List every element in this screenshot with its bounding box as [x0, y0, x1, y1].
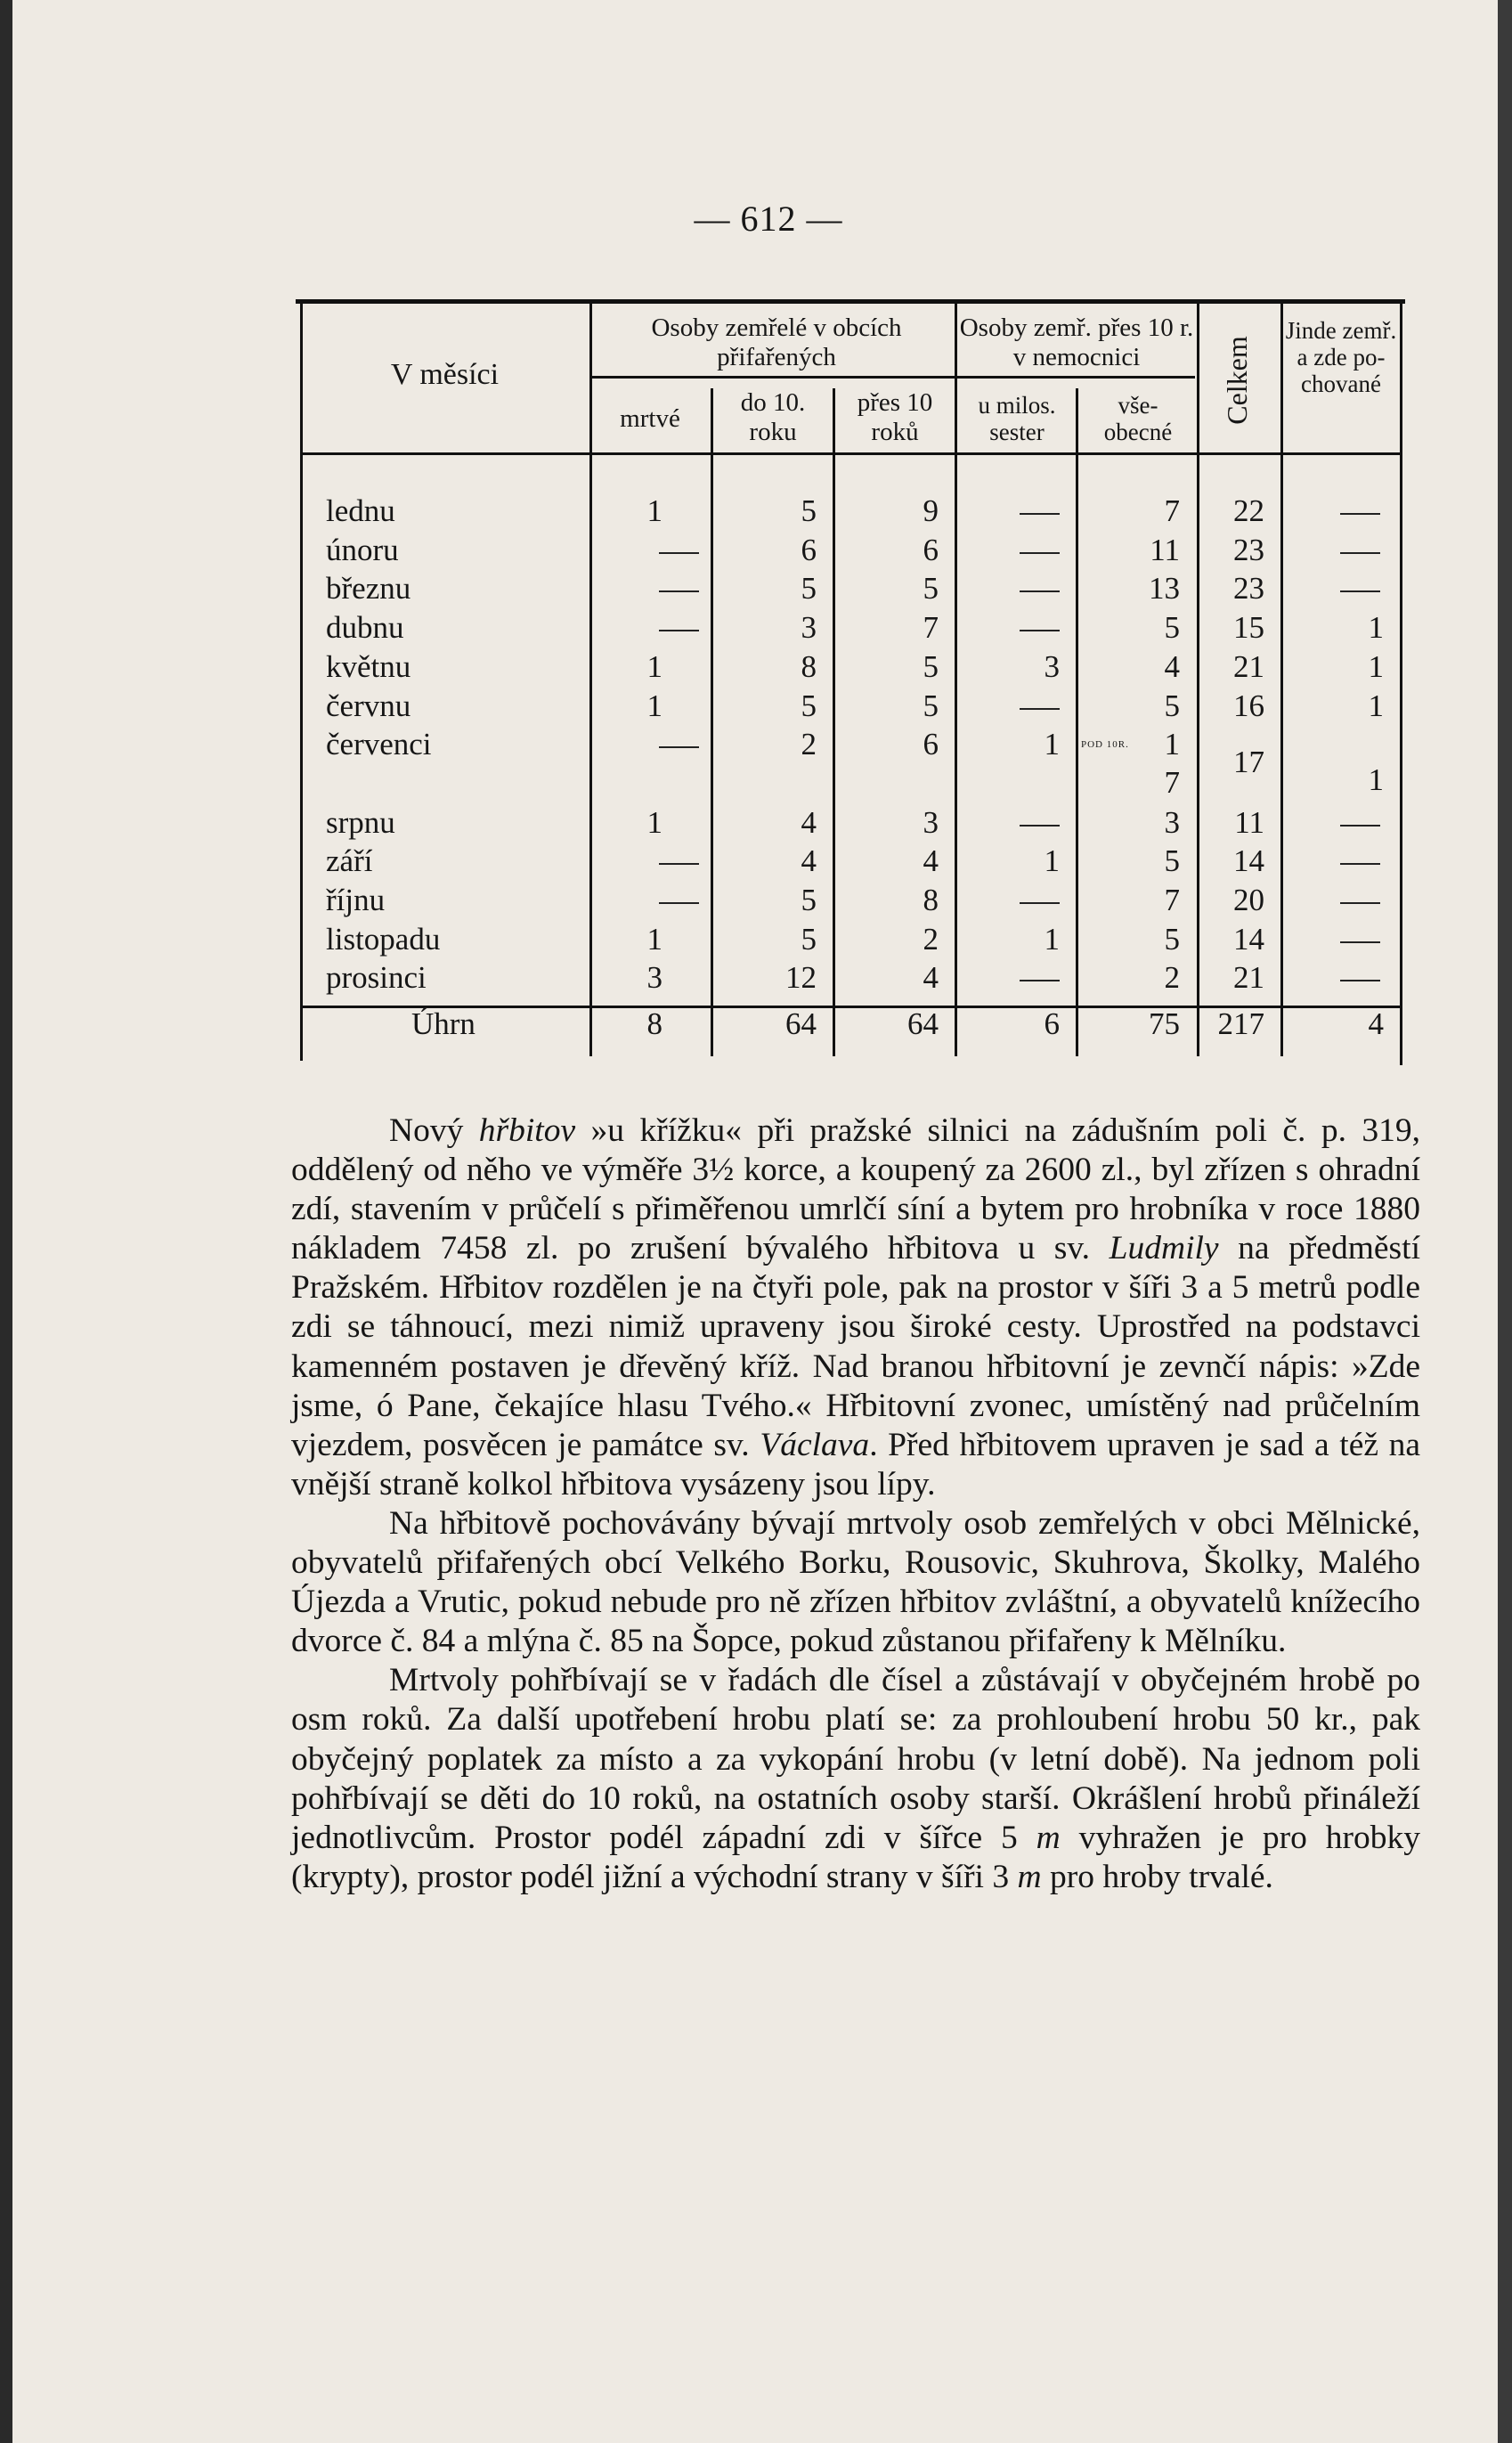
empty-cell-dash	[1340, 863, 1380, 865]
empty-cell-dash	[659, 552, 699, 554]
cell-mrtve: 8	[646, 1006, 663, 1041]
cell-pres10: 4	[923, 960, 939, 996]
burial-statistics-table	[296, 299, 1405, 1074]
cell-mrtve: 3	[646, 960, 663, 996]
header-dead: mrtvé	[620, 404, 680, 433]
table-top-rule	[296, 299, 1405, 304]
empty-cell-dash	[1020, 708, 1060, 710]
cell-pres10: 5	[923, 648, 939, 684]
header-month: V měsíci	[390, 358, 500, 391]
cell-do10: 64	[785, 1006, 817, 1041]
cell-do10: 5	[801, 493, 817, 528]
header-elsewhere: Jinde zemř. a zde po- chované	[1285, 317, 1397, 397]
header-sisters: u milos. sester	[978, 392, 1056, 445]
cell-mrtve: 1	[646, 648, 663, 684]
row-month: lednu	[326, 493, 395, 528]
empty-cell-dash	[1340, 902, 1380, 904]
header-group-parish: Osoby zemřelé v obcích přifařených	[651, 314, 902, 371]
cell-jinde: 1	[1368, 688, 1384, 723]
text-run: Nový	[389, 1112, 479, 1149]
paragraph-burials: Na hřbitově pochovávány bývají mrtvoly osob zemřelých v obci Mělnické, obyvatelů přifařených obcí Velkého Borku, Rousovic, Skuhrova, Školky, Malého Újezda a Vrutic, pokud nebude pro ně zřízen hřbitov zvláštní, a obyvatelů knížecího dvorce č. 84 a mlýna č. 85 na Šopce, pokud zůstanou přifařeny k Mělníku.	[291, 1504, 1420, 1660]
cell-vseobecne: 11	[1150, 532, 1180, 567]
empty-cell-dash	[1340, 980, 1380, 981]
text-run: . Před hřbitovem upraven je sad a též na vnější straně kolkol hřbitova vysázeny jsou lípy.	[291, 1426, 1421, 1502]
row-month: červnu	[326, 688, 411, 723]
cell-do10: 3	[801, 610, 817, 646]
cell-jinde: 1	[1368, 610, 1384, 646]
empty-cell-dash	[1020, 825, 1060, 827]
header-subrule	[589, 376, 1195, 379]
page-number: — 612 —	[694, 199, 843, 239]
cell-vseobecne: 7	[1164, 493, 1180, 528]
cell-do10: 6	[801, 532, 817, 567]
text-emphasis: m	[1036, 1819, 1061, 1856]
cell-pres10: 3	[923, 804, 939, 840]
cell-sestry: 6	[1044, 1006, 1060, 1041]
empty-cell-dash	[1020, 513, 1060, 515]
text-emphasis: Václava	[760, 1426, 870, 1463]
empty-cell-dash	[1340, 590, 1380, 592]
cell-pres10: 9	[923, 493, 939, 528]
empty-cell-dash	[1340, 552, 1380, 554]
cell-celkem: 23	[1233, 532, 1264, 567]
cell-celkem: 21	[1233, 648, 1264, 684]
paragraph-cemetery	[291, 1112, 1420, 1504]
cell-sestry: 1	[1044, 921, 1060, 957]
empty-cell-dash	[659, 590, 699, 592]
row-month: dubnu	[326, 610, 404, 646]
empty-cell-dash	[1020, 902, 1060, 904]
cell-celkem: 17	[1233, 745, 1264, 780]
footnote-under-10: POD 10R.	[1081, 739, 1129, 751]
text-run: vyhražen je pro hrobky (krypty), prostor podél jižní a východní strany v šíři 3	[291, 1819, 1420, 1895]
cell-jinde: 1	[1368, 648, 1384, 684]
cell-vseobecne: 5	[1164, 921, 1180, 957]
cell-celkem: 16	[1233, 688, 1264, 723]
text-run: na předměstí Pražském. Hřbitov rozdělen je na čtyři pole, pak na prostor v šíři 3 a 5 metrů podle zdi se táhnoucí, mezi nimiž upraveny jsou široké cesty. Uprostřed na podstavci kamenném postaven je dřevěný kříž. Nad branou hřbitovní je zevnčí nápis: »Zde jsme, ó Pane, čekajíce hlasu Tvého.« Hřbitovní zvonec, umístěný nad průčelním vjezdem, posvěcen je památce sv.	[291, 1230, 1420, 1463]
cell-vseobecne: 1	[1164, 727, 1180, 762]
cell-sestry: 3	[1044, 648, 1060, 684]
row-month: prosinci	[326, 960, 427, 996]
cell-mrtve: 1	[646, 493, 663, 528]
cell-pres10: 4	[923, 843, 939, 879]
cell-vseobecne-second: 7	[1164, 765, 1180, 801]
body-text	[291, 1112, 1420, 1897]
header-group-hospital: Osoby zemř. přes 10 r. v nemocnici	[959, 314, 1194, 371]
cell-sestry: 1	[1044, 843, 1060, 879]
empty-cell-dash	[659, 902, 699, 904]
empty-cell-dash	[1340, 941, 1380, 943]
cell-celkem: 22	[1233, 493, 1264, 528]
row-month: listopadu	[326, 921, 441, 957]
text-run: Mrtvoly pohřbívají se v řadách dle čísel a zůstávají v obyčejném hrobě po osm roků. Za další upotřebení hrobu platí se: za prohloubení hrobu 50 kr., pak obyčejný poplatek za místo a za vykopání hrobu (v letní době). Na jednom poli pohřbívají se děti do 10 roků, na ostatních osoby starší. Okrášlení hrobů přináleží jednotlivcům. Prostor podél západní zdi v šířce 5	[291, 1662, 1420, 1856]
table-right-border	[1400, 304, 1402, 1065]
header-rule	[300, 452, 1402, 455]
text-emphasis: Ludmily	[1109, 1230, 1219, 1267]
cell-pres10: 8	[923, 883, 939, 917]
empty-cell-dash	[1020, 590, 1060, 592]
cell-jinde: 4	[1368, 1006, 1384, 1041]
text-emphasis: m	[1017, 1858, 1042, 1895]
cell-vseobecne: 5	[1164, 843, 1180, 879]
cell-do10: 12	[785, 960, 817, 996]
cell-vseobecne: 2	[1164, 960, 1180, 996]
header-total: Celkem	[1221, 336, 1253, 425]
text-run: »u křížku« při pražské silnici na zádušním poli č. p. 319, oddělený od něho ve výměře 3½ korce, a koupený za 2600 zl., byl zřízen s ohradní zdí, stavením v průčelí s přiměřenou umrlčí síní a bytem pro hrobníka v roce 1880 nákladem 7458 zl. po zrušení bývalého hřbitova u sv.	[291, 1112, 1420, 1267]
row-month: říjnu	[326, 883, 386, 917]
cell-vseobecne: 4	[1164, 648, 1180, 684]
row-month: září	[326, 843, 373, 879]
cell-do10: 8	[801, 648, 817, 684]
cell-vseobecne: 75	[1149, 1006, 1180, 1041]
cell-pres10: 5	[923, 688, 939, 723]
header-over-10: přes 10 roků	[857, 388, 933, 446]
cell-mrtve: 1	[646, 688, 663, 723]
cell-pres10: 64	[907, 1006, 939, 1041]
cell-jinde: 1	[1368, 762, 1384, 798]
cell-sestry: 1	[1044, 727, 1060, 762]
cell-vseobecne: 3	[1164, 804, 1180, 840]
text-emphasis: hřbitov	[478, 1112, 576, 1149]
cell-vseobecne: 5	[1164, 610, 1180, 646]
cell-pres10: 5	[923, 571, 939, 607]
cell-pres10: 6	[923, 532, 939, 567]
cell-do10: 5	[801, 921, 817, 957]
cell-celkem: 11	[1234, 804, 1264, 840]
cell-do10: 5	[801, 883, 817, 917]
cell-do10: 4	[801, 843, 817, 879]
header-general: vše- obecné	[1103, 392, 1173, 445]
cell-mrtve: 1	[646, 804, 663, 840]
row-month: srpnu	[326, 804, 395, 840]
empty-cell-dash	[659, 746, 699, 748]
cell-celkem: 23	[1233, 571, 1264, 607]
cell-vseobecne: 7	[1164, 883, 1180, 917]
header-under-10: do 10. roku	[740, 388, 806, 446]
cell-celkem: 20	[1233, 883, 1264, 917]
paragraph-graves	[291, 1661, 1420, 1897]
cell-celkem: 14	[1233, 921, 1264, 957]
row-month: květnu	[326, 648, 411, 684]
cell-celkem: 15	[1233, 610, 1264, 646]
table-left-border	[300, 304, 303, 1061]
cell-do10: 5	[801, 688, 817, 723]
empty-cell-dash	[1020, 980, 1060, 981]
empty-cell-dash	[1340, 825, 1380, 827]
text-run: pro hroby trvalé.	[1041, 1858, 1273, 1895]
cell-pres10: 2	[923, 921, 939, 957]
total-label: Úhrn	[411, 1006, 476, 1041]
row-month: červenci	[326, 727, 432, 762]
row-month: březnu	[326, 571, 411, 607]
cell-mrtve: 1	[646, 921, 663, 957]
empty-cell-dash	[1020, 552, 1060, 554]
cell-celkem: 217	[1217, 1006, 1264, 1041]
cell-vseobecne: 5	[1164, 688, 1180, 723]
cell-celkem: 14	[1233, 843, 1264, 879]
cell-pres10: 7	[923, 610, 939, 646]
cell-celkem: 21	[1233, 960, 1264, 996]
empty-cell-dash	[659, 630, 699, 631]
cell-do10: 2	[801, 727, 817, 762]
cell-do10: 5	[801, 571, 817, 607]
empty-cell-dash	[659, 863, 699, 865]
empty-cell-dash	[1340, 513, 1380, 515]
row-month: únoru	[326, 532, 399, 567]
cell-do10: 4	[801, 804, 817, 840]
empty-cell-dash	[1020, 630, 1060, 631]
cell-vseobecne: 13	[1149, 571, 1180, 607]
cell-pres10: 6	[923, 727, 939, 762]
